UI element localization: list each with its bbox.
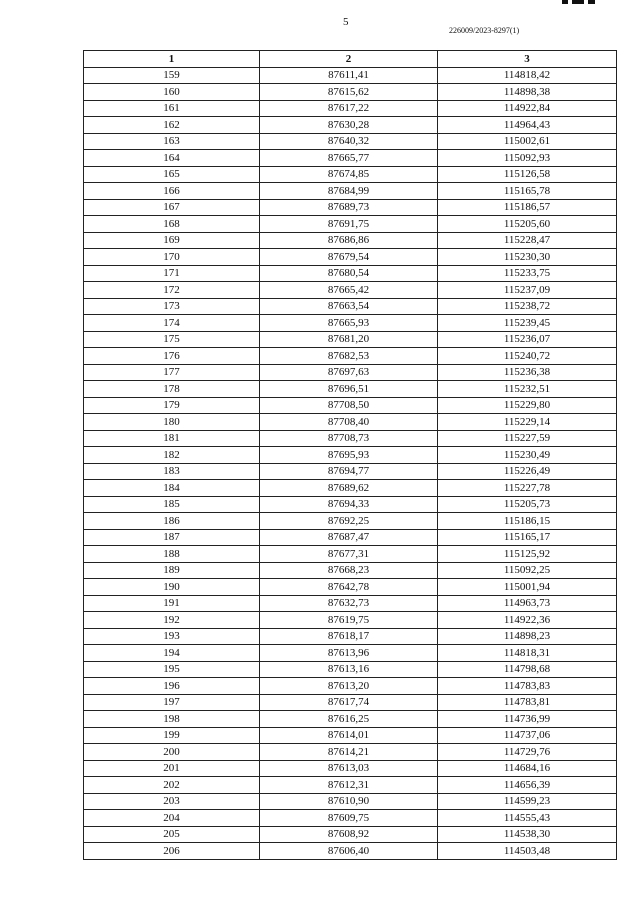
point-number-cell: 203 <box>84 793 260 810</box>
point-number-cell: 175 <box>84 331 260 348</box>
y-coordinate-cell: 114503,48 <box>438 843 617 860</box>
point-number-cell: 188 <box>84 546 260 563</box>
table-row <box>84 397 617 414</box>
point-number-cell: 194 <box>84 645 260 662</box>
table-row <box>84 496 617 513</box>
point-number-cell: 206 <box>84 843 260 860</box>
x-coordinate-cell: 87663,54 <box>260 298 438 315</box>
table-row <box>84 150 617 167</box>
x-coordinate-cell: 87686,86 <box>260 232 438 249</box>
table-row <box>84 166 617 183</box>
table-row <box>84 727 617 744</box>
x-coordinate-cell: 87606,40 <box>260 843 438 860</box>
y-coordinate-cell: 115227,59 <box>438 430 617 447</box>
point-number-cell: 160 <box>84 84 260 101</box>
table-row <box>84 529 617 546</box>
point-number-cell: 182 <box>84 447 260 464</box>
y-coordinate-cell: 115002,61 <box>438 133 617 150</box>
point-number-cell: 170 <box>84 249 260 266</box>
x-coordinate-cell: 87695,93 <box>260 447 438 464</box>
y-coordinate-cell: 115226,49 <box>438 463 617 480</box>
x-coordinate-cell: 87611,41 <box>260 67 438 84</box>
x-coordinate-cell: 87681,20 <box>260 331 438 348</box>
table-row <box>84 744 617 761</box>
x-coordinate-cell: 87614,21 <box>260 744 438 761</box>
y-coordinate-cell: 114684,16 <box>438 760 617 777</box>
table-row <box>84 562 617 579</box>
y-coordinate-cell: 115236,38 <box>438 364 617 381</box>
table-row <box>84 777 617 794</box>
table-row <box>84 249 617 266</box>
y-coordinate-cell: 115092,25 <box>438 562 617 579</box>
y-coordinate-cell: 115186,57 <box>438 199 617 216</box>
y-coordinate-cell: 114656,39 <box>438 777 617 794</box>
y-coordinate-cell: 114538,30 <box>438 826 617 843</box>
x-coordinate-cell: 87684,99 <box>260 183 438 200</box>
point-number-cell: 183 <box>84 463 260 480</box>
point-number-cell: 185 <box>84 496 260 513</box>
point-number-cell: 186 <box>84 513 260 530</box>
y-coordinate-cell: 114783,81 <box>438 694 617 711</box>
x-coordinate-cell: 87668,23 <box>260 562 438 579</box>
point-number-cell: 174 <box>84 315 260 332</box>
x-coordinate-cell: 87694,77 <box>260 463 438 480</box>
y-coordinate-cell: 114783,83 <box>438 678 617 695</box>
y-coordinate-cell: 115227,78 <box>438 480 617 497</box>
table-row <box>84 595 617 612</box>
point-number-cell: 166 <box>84 183 260 200</box>
x-coordinate-cell: 87613,16 <box>260 661 438 678</box>
x-coordinate-cell: 87691,75 <box>260 216 438 233</box>
table-row <box>84 678 617 695</box>
table-row <box>84 579 617 596</box>
table-row <box>84 810 617 827</box>
point-number-cell: 163 <box>84 133 260 150</box>
table-row <box>84 480 617 497</box>
point-number-cell: 199 <box>84 727 260 744</box>
x-coordinate-cell: 87665,77 <box>260 150 438 167</box>
point-number-cell: 202 <box>84 777 260 794</box>
y-coordinate-cell: 115229,80 <box>438 397 617 414</box>
y-coordinate-cell: 114922,36 <box>438 612 617 629</box>
table-row <box>84 298 617 315</box>
point-number-cell: 168 <box>84 216 260 233</box>
y-coordinate-cell: 114555,43 <box>438 810 617 827</box>
x-coordinate-cell: 87616,25 <box>260 711 438 728</box>
y-coordinate-cell: 114898,38 <box>438 84 617 101</box>
page-number: 5 <box>343 16 349 28</box>
point-number-cell: 164 <box>84 150 260 167</box>
y-coordinate-cell: 114798,68 <box>438 661 617 678</box>
x-coordinate-cell: 87609,75 <box>260 810 438 827</box>
table-row <box>84 513 617 530</box>
point-number-cell: 179 <box>84 397 260 414</box>
point-number-cell: 181 <box>84 430 260 447</box>
column-header-3: 3 <box>438 51 617 68</box>
column-header-2: 2 <box>260 51 438 68</box>
y-coordinate-cell: 115229,14 <box>438 414 617 431</box>
x-coordinate-cell: 87677,31 <box>260 546 438 563</box>
y-coordinate-cell: 114599,23 <box>438 793 617 810</box>
point-number-cell: 177 <box>84 364 260 381</box>
x-coordinate-cell: 87708,40 <box>260 414 438 431</box>
y-coordinate-cell: 115092,93 <box>438 150 617 167</box>
point-number-cell: 161 <box>84 100 260 117</box>
y-coordinate-cell: 114818,31 <box>438 645 617 662</box>
point-number-cell: 193 <box>84 628 260 645</box>
table-row <box>84 183 617 200</box>
document-id: 226009/2023-8297(1) <box>449 26 520 35</box>
table-row <box>84 67 617 84</box>
point-number-cell: 196 <box>84 678 260 695</box>
point-number-cell: 172 <box>84 282 260 299</box>
x-coordinate-cell: 87697,63 <box>260 364 438 381</box>
point-number-cell: 180 <box>84 414 260 431</box>
x-coordinate-cell: 87610,90 <box>260 793 438 810</box>
x-coordinate-cell: 87615,62 <box>260 84 438 101</box>
x-coordinate-cell: 87682,53 <box>260 348 438 365</box>
x-coordinate-cell: 87632,73 <box>260 595 438 612</box>
table-row <box>84 315 617 332</box>
x-coordinate-cell: 87640,32 <box>260 133 438 150</box>
table-row <box>84 430 617 447</box>
y-coordinate-cell: 115205,73 <box>438 496 617 513</box>
table-row <box>84 826 617 843</box>
x-coordinate-cell: 87689,73 <box>260 199 438 216</box>
x-coordinate-cell: 87608,92 <box>260 826 438 843</box>
table-row <box>84 232 617 249</box>
point-number-cell: 205 <box>84 826 260 843</box>
y-coordinate-cell: 115165,17 <box>438 529 617 546</box>
x-coordinate-cell: 87708,73 <box>260 430 438 447</box>
x-coordinate-cell: 87665,42 <box>260 282 438 299</box>
table-row <box>84 282 617 299</box>
x-coordinate-cell: 87617,74 <box>260 694 438 711</box>
table-row <box>84 381 617 398</box>
x-coordinate-cell: 87679,54 <box>260 249 438 266</box>
y-coordinate-cell: 115238,72 <box>438 298 617 315</box>
y-coordinate-cell: 115230,49 <box>438 447 617 464</box>
point-number-cell: 189 <box>84 562 260 579</box>
y-coordinate-cell: 114963,73 <box>438 595 617 612</box>
x-coordinate-cell: 87674,85 <box>260 166 438 183</box>
top-edge-mark <box>562 0 610 4</box>
table-row <box>84 843 617 860</box>
y-coordinate-cell: 115233,75 <box>438 265 617 282</box>
point-number-cell: 176 <box>84 348 260 365</box>
point-number-cell: 192 <box>84 612 260 629</box>
table-header-row <box>84 51 617 68</box>
y-coordinate-cell: 115239,45 <box>438 315 617 332</box>
y-coordinate-cell: 114964,43 <box>438 117 617 134</box>
table-row <box>84 364 617 381</box>
table-row <box>84 100 617 117</box>
x-coordinate-cell: 87630,28 <box>260 117 438 134</box>
point-number-cell: 184 <box>84 480 260 497</box>
x-coordinate-cell: 87618,17 <box>260 628 438 645</box>
x-coordinate-cell: 87708,50 <box>260 397 438 414</box>
table-row <box>84 265 617 282</box>
x-coordinate-cell: 87694,33 <box>260 496 438 513</box>
table-row <box>84 117 617 134</box>
y-coordinate-cell: 114818,42 <box>438 67 617 84</box>
table-row <box>84 84 617 101</box>
x-coordinate-cell: 87665,93 <box>260 315 438 332</box>
point-number-cell: 159 <box>84 67 260 84</box>
y-coordinate-cell: 114898,23 <box>438 628 617 645</box>
point-number-cell: 162 <box>84 117 260 134</box>
point-number-cell: 171 <box>84 265 260 282</box>
point-number-cell: 167 <box>84 199 260 216</box>
point-number-cell: 173 <box>84 298 260 315</box>
x-coordinate-cell: 87689,62 <box>260 480 438 497</box>
y-coordinate-cell: 115236,07 <box>438 331 617 348</box>
column-header-1: 1 <box>84 51 260 68</box>
point-number-cell: 191 <box>84 595 260 612</box>
y-coordinate-cell: 115228,47 <box>438 232 617 249</box>
y-coordinate-cell: 115125,92 <box>438 546 617 563</box>
point-number-cell: 198 <box>84 711 260 728</box>
table-row <box>84 331 617 348</box>
x-coordinate-cell: 87692,25 <box>260 513 438 530</box>
y-coordinate-cell: 115165,78 <box>438 183 617 200</box>
x-coordinate-cell: 87612,31 <box>260 777 438 794</box>
coordinates-table <box>83 50 617 860</box>
y-coordinate-cell: 115240,72 <box>438 348 617 365</box>
x-coordinate-cell: 87613,20 <box>260 678 438 695</box>
y-coordinate-cell: 114737,06 <box>438 727 617 744</box>
point-number-cell: 187 <box>84 529 260 546</box>
x-coordinate-cell: 87614,01 <box>260 727 438 744</box>
table-row <box>84 694 617 711</box>
x-coordinate-cell: 87696,51 <box>260 381 438 398</box>
y-coordinate-cell: 114729,76 <box>438 744 617 761</box>
table-row <box>84 216 617 233</box>
x-coordinate-cell: 87619,75 <box>260 612 438 629</box>
point-number-cell: 195 <box>84 661 260 678</box>
y-coordinate-cell: 114736,99 <box>438 711 617 728</box>
x-coordinate-cell: 87613,96 <box>260 645 438 662</box>
point-number-cell: 201 <box>84 760 260 777</box>
table-row <box>84 546 617 563</box>
table-row <box>84 348 617 365</box>
table-row <box>84 760 617 777</box>
point-number-cell: 200 <box>84 744 260 761</box>
point-number-cell: 165 <box>84 166 260 183</box>
table-row <box>84 463 617 480</box>
x-coordinate-cell: 87642,78 <box>260 579 438 596</box>
point-number-cell: 190 <box>84 579 260 596</box>
y-coordinate-cell: 115126,58 <box>438 166 617 183</box>
point-number-cell: 169 <box>84 232 260 249</box>
table-row <box>84 711 617 728</box>
table-row <box>84 133 617 150</box>
y-coordinate-cell: 115237,09 <box>438 282 617 299</box>
table-row <box>84 645 617 662</box>
y-coordinate-cell: 115230,30 <box>438 249 617 266</box>
point-number-cell: 204 <box>84 810 260 827</box>
table-row <box>84 661 617 678</box>
table-row <box>84 447 617 464</box>
x-coordinate-cell: 87617,22 <box>260 100 438 117</box>
table-row <box>84 414 617 431</box>
table-row <box>84 199 617 216</box>
x-coordinate-cell: 87680,54 <box>260 265 438 282</box>
table-row <box>84 628 617 645</box>
y-coordinate-cell: 114922,84 <box>438 100 617 117</box>
x-coordinate-cell: 87687,47 <box>260 529 438 546</box>
table-row <box>84 612 617 629</box>
point-number-cell: 178 <box>84 381 260 398</box>
x-coordinate-cell: 87613,03 <box>260 760 438 777</box>
table-row <box>84 793 617 810</box>
point-number-cell: 197 <box>84 694 260 711</box>
y-coordinate-cell: 115186,15 <box>438 513 617 530</box>
y-coordinate-cell: 115205,60 <box>438 216 617 233</box>
y-coordinate-cell: 115001,94 <box>438 579 617 596</box>
y-coordinate-cell: 115232,51 <box>438 381 617 398</box>
